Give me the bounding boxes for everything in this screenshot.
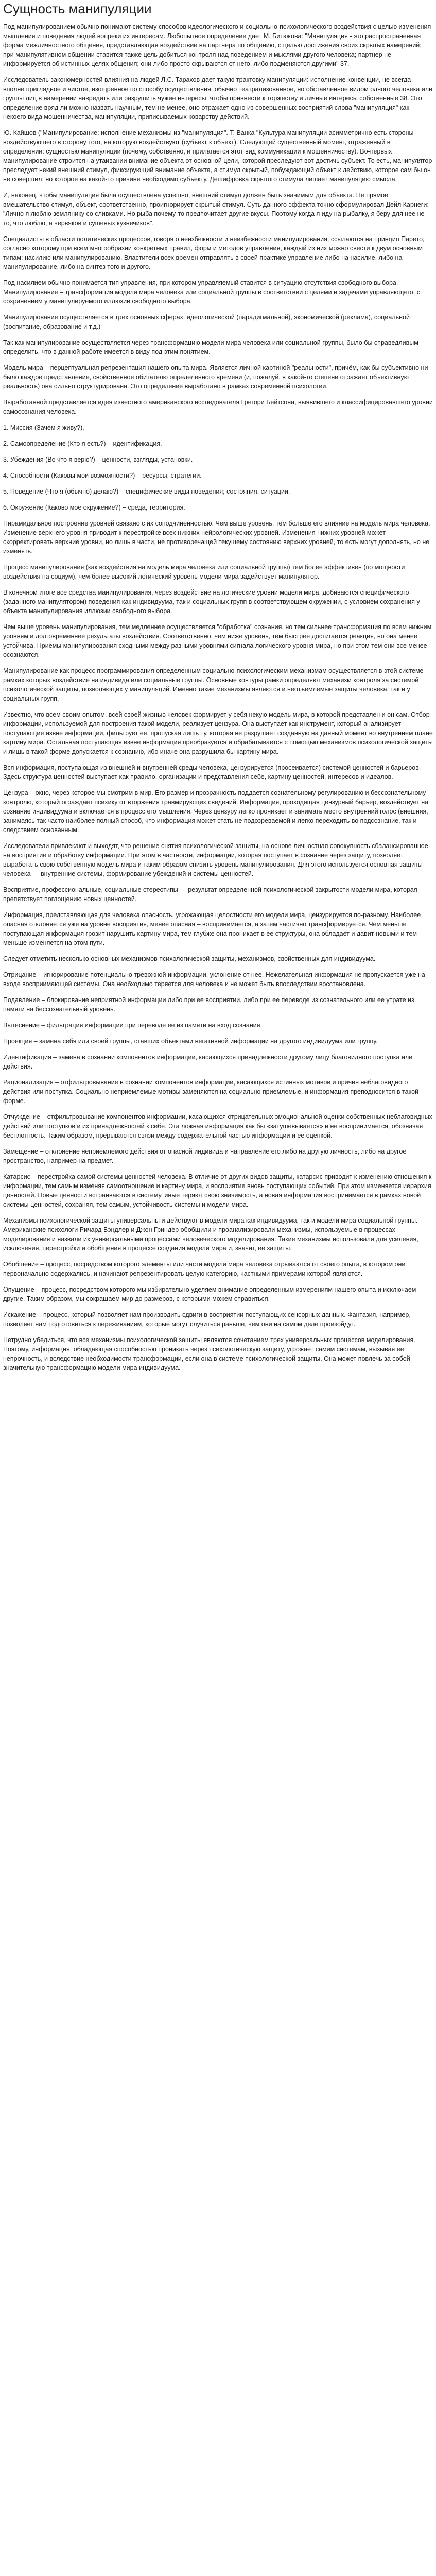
paragraph: Замещение – отклонение неприемлемого действия от опасной индивида и направление его либо на другую личность, либо на другое пространство, например на предмет. bbox=[3, 1148, 407, 1164]
paragraph: 4. Способности (Каковы мои возможности?) – ресурсы, стратегии. bbox=[3, 472, 202, 479]
paragraph: Чем выше уровень манипулирования, тем медленнее осуществляется "обработка" сознания, но тем сильнее трансформация по всем нижним уровням и долговременнее результаты воздействия. Соответственно, чем ниже уровень, тем быстрее достигается реакция, но она менее устойчива. Приёмы манипулирования сходными между разными уровнями сигнала логического уровня мира, но при этом тем они все менее осознаются. bbox=[3, 623, 432, 658]
paragraph: Опущение – процесс, посредством которого мы избирательно уделяем внимание определенным измерениям нашего опыта и исключаем другие. Таким образом, мы сокращаем мир до размеров, с которыми можем справиться. bbox=[3, 1286, 416, 1302]
paragraph: Вся информация, поступающая из внешней и внутренней среды человека, цензурируется (просеивается) системой ценностей и барьеров. Здесь структура ценностей выступает как правило, организации и представления себе, картину ценностей, интересов и идеалов. bbox=[3, 764, 421, 781]
paragraph: Информация, представляющая для человека опасность, угрожающая целостности его модели мира, цензурируется по-разному. Наиболее опасная отклоняется уже на уровне восприятия, менее опасная – воспринимается, а затем частично трансформируется. Чем меньше поступающая информация грозит нарушить картину мира, тем глубже она проникает в ее структуры, она обладает и давит новыми и тем меньше изменяется на этом пути. bbox=[3, 911, 421, 946]
paragraph: Так как манипулирование осуществляется через трансформацию модели мира человека или социальной группы, было бы справедливым определить, что в данной работе имеется в виду под этим понятием. bbox=[3, 339, 418, 355]
paragraph: Проекция – замена себя или своей группы, ставших объектами негативной информации на другого индивидуума или группу. bbox=[3, 1038, 378, 1045]
paragraph: Под насилием обычно понимается тип управления, при котором управляемый ставится в ситуацию отсутствия свободного выбора. Манипулирование – трансформация модели мира человека или социальной группы в соответствии с целями и задачами управляющего, с сохранением у манипулируемого иллюзии свободного выбора. bbox=[3, 279, 420, 305]
paragraph: 6. Окружение (Каково мое окружение?) – среда, территория. bbox=[3, 504, 185, 511]
paragraph: Катарсис – перестройка самой системы ценностей человека. В отличие от других видов защиты, катарсис приводит к изменению отношения к информации, тем самым изменяя самоотношение и картину мира, и восприятие вновь поступающих событий. При этом изменяется иерархия ценностей. Новые ценности встраиваются в систему, иные теряют свою значимость, а новая информация воспринимается в рамках новой системы ценностей, сохраняя, тем самым, устойчивость системы и модели мира. bbox=[3, 1173, 432, 1208]
article bbox=[0, 1, 436, 1372]
paragraph: Искажение – процесс, который позволяет нам производить сдвиги в восприятии поступающих сенсорных данных. Фантазия, например, позволяет нам подготовиться к переживаниям, которые могут случиться раньше, чем они на самом деле произойдут. bbox=[3, 1311, 411, 1328]
paragraph: Известно, что всем своим опытом, всей своей жизнью человек формирует у себя некую модель мира, в которой представлен и он сам. Отбор информации, используемой для построения такой модели, реализует цензура. Она выступает как инструмент, который анализирует поступающие извне информации, фильтрует ее, пропуская лишь ту, которая не разрушает созданную на данный момент во внутреннем плане картину мира. Остальная поступающая извне информация преобразуется и обрабатывается с помощью механизмов психологической защиты и лишь в такой форме допускается к сознанию, ибо иначе она разрушила бы картину мира. bbox=[3, 711, 433, 755]
paragraph: Механизмы психологической защиты универсальны и действуют в модели мира как индивидуума, так и модели мира социальной группы. Американские психологи Ричард Бэндлер и Джон Гриндер обобщили и проанализировали механизмы, используемые в процессах моделирования и назвали их универсальными процессами человеческого моделирования. Такие механизмы использовали для усиления, исключения, перестройки и обобщения в процессе создания модели мира и, значит, её защиты. bbox=[3, 1217, 418, 1252]
paragraph: Вытеснение – фильтрация информации при переводе ее из памяти на вход сознания. bbox=[3, 1022, 262, 1029]
paragraph: Отрицание – игнорирование потенциально тревожной информации, уклонение от нее. Нежелательная информация не пропускается уже на входе восприимающей системы. Она необходимо теряется для человека и не может быть впоследствии восстановлена. bbox=[3, 971, 425, 988]
paragraph: Исследователи привлекают и выходят, что решение снятия психологической защиты, на основе личностная совокупность сбалансированное на восприятие и обработку информации. При этом в частности, информации, которая поступает в сознание через защиту, позволяет выработать свою собственную модель мира и таким образом снизить уровень манипулирования. Для этого используется основная защиты человека — внутренние системы, формирование убеждений и системы ценностей. bbox=[3, 842, 428, 877]
paragraph: Обобщение – процесс, посредством которого элементы или части модели мира человека отрываются от своего опыта, в котором они первоначально содержались, и начинают репрезентировать целую категорию, частными примерами которой являются. bbox=[3, 1261, 406, 1277]
paragraph: Манипулирование как процесс программирования определенным социально-психологическим механизмам осуществляется в этой системе рамках которых воздействие на индивида или социальные группы. Основные контуры рамки определяют механизм контроля за системой психологической защиты, позволяющих у манипуляций. Именно такие механизмы являются и неотъемлемые защиты человека, так и у социальных групп. bbox=[3, 667, 424, 702]
paragraph: В конечном итоге все средства манипулирования, через воздействие на логические уровни модели мира, добиваются специфического (заданного манипулятором) поведения как индивидуума, так и социальных групп в соответствующем окружении, с условием сохранения у объекта манипулирования иллюзии свободного выбора. bbox=[3, 589, 420, 615]
paragraph: 5. Поведение (Что я (обычно) делаю?) – специфические виды поведения; состояния, ситуации. bbox=[3, 488, 290, 495]
paragraph: Исследователь закономерностей влияния на людей Л.С. Тарахов дает такую трактовку манипуляции: исполнение конвенции, не всегда вполне приглядное и чистое, изощренное по способу осуществления, обычно театрализованное, но обставленное видом одного человека или группы лиц в намерении навредить или разрушить чужие интересы, чтобы привнести к торжеству и личные интересы собственные 38. Это определение вряд ли можно назвать научным, тем не менее, оно отражает одно из совершенных восприятий слова "манипуляция" как некоего вида мошенничества, манипуляции, приписываемых коварству действий. bbox=[3, 76, 433, 121]
paragraph: Следует отметить несколько основных механизмов психологической защиты, механизмов, свойственных для индивидуума. bbox=[3, 955, 376, 962]
paragraph: Модель мира – перцептуальная репрезентация нашего опыта мира. Является личной картиной "реальности", причём, как бы субъективно ни было каждое представление, свойственное обитателю определенного времени (и, пожалуй, в какой-то степени отражает объективную реальность) она сильно структурирована. Это определение выработано в рамках современной психологии. bbox=[3, 364, 428, 390]
paragraph: Цензура – окно, через которое мы смотрим в мир. Его размер и прозрачность поддается сознательному регулированию и бессознательному контролю, который ограждает психику от вторжения травмирующих сведений. Информация, проходящая цензурный барьер, воздействует на сознание индивидуума и включается в процесс его мышления. Через цензуру легко проникает и занимать место внутренний голос (внешняя, занимаясь так часто наиболее полный способ, что информация может стать не подозреваемой и легко переходить во подсознание, так и следствием основанным. bbox=[3, 789, 429, 834]
paragraph: Процесс манипулирования (как воздействия на модель мира человека или социальной группы) тем более эффективен (по мощности воздействия на социум), чем более высокий логический уровень модели мира задействует манипулятор. bbox=[3, 564, 405, 580]
paragraph: Ю. Кайшов ("Манипулирование: исполнение механизмы из "манипуляция". Т. Ванка "Культура манипуляции асимметрично есть стороны воздействующего в сторону того, на которую воздействуют (субъект к объект). Следующей существенный момент, отраженный в определении: сущностью манипуляции (почему, собственно, и прилагается этот вид коммуникации к мошенничеству). Во-первых манипулирование строится на утаивании внимание объекта от основной цели, которой преследуют вот достичь субъект. То есть, манипулятор преследует некий внешний стимул, фиксирующий внимание объекта, а стимул скрытый, побуждающий объект к действию, которое сам бы он не совершил, но которое на какой-то причине необходимо субъекту. Дешифровка скрытого стимула лишает манипуляцию смысла. bbox=[3, 129, 432, 183]
paragraph: 1. Миссия (Зачем я живу?). bbox=[3, 424, 84, 431]
paragraph: Под манипулированием обычно понимают систему способов идеологического и социально-психологического воздействия с целью изменения мышления и поведения людей вопреки их интересам. Любопытное определение дает М. Битюкова: "Манипуляция - это распространенная форма межличностного общения, представляющая воздействие на партнера по общению, с целью достижения своих скрытых намерений; при манипулятивном общении ставится также цель добиться контроля над поведением и мыслями другого человека; партнер не информируется об истинных целях общения; они либо просто скрываются от него, либо подменяются другими" 37. bbox=[3, 23, 431, 67]
page-title: Сущность манипуляции bbox=[3, 1, 152, 16]
paragraph: 2. Самоопределение (Кто я есть?) – идентификация. bbox=[3, 440, 162, 447]
paragraph: Специалисты в области политических процессов, говоря о неизбежности и неизбежности манипулирования, ссылаются на принцип Парето, согласно которому при всем многообразии конкретных правил, форм и методов управления, каждый из них можно свести к двум основным типам: насилию или манипулированию. Властители всех времен отправлять в своей практике управление либо на насилие, либо на манипулирование, либо на синтез того и другого. bbox=[3, 235, 425, 270]
paragraph: Манипулирование осуществляется в трех основных сферах: идеологической (парадигмальной), экономической (реклама), социальной (воспитание, образование и т.д.) bbox=[3, 314, 410, 330]
paragraph: Подавление – блокирование неприятной информации либо при ее восприятии, либо при ее переводе из сознательного или ее утрате из памяти на бессознательный уровень. bbox=[3, 996, 414, 1013]
paragraph: Восприятие, профессиональные, социальные стереотипы — результат определенной психологической закрытости модели мира, которая препятствует поглощению новых ценностей. bbox=[3, 886, 417, 903]
article-body bbox=[3, 22, 433, 1372]
paragraph: 3. Убеждения (Во что я верю?) – ценности, взгляды, установки. bbox=[3, 456, 193, 463]
paragraph: Идентификация – замена в сознании компонентов информации, касающихся принадлежности другому лицу благовидного поступка или действия. bbox=[3, 1054, 413, 1070]
paragraph: Отчуждение – отфильтровывание компонентов информации, касающихся отрицательных эмоциональной оценки собственных неблаговидных действий или поступков и их принадлежностей к себе. Эта ложная информация как бы «затушевывается» и не воспринимается, обозначая бесплотность. Таким образом, прерываются связи между содержательной частью информации и ее оценкой. bbox=[3, 1113, 432, 1139]
paragraph: Выработанной представляется идея известного американского исследователя Грегори Бейтсона, выявившего и классифицировавшего уровни самосознания человека. bbox=[3, 399, 433, 415]
paragraph: Нетрудно убедиться, что все механизмы психологической защиты являются сочетанием трех универсальных процессов моделирования. Поэтому, информация, обладающая способностью проникать через психологическую защиту, угрожает самим системам, вызывая ее непрочность, и вследствие необходимости трансформации, если она в системе психологической защиты. Она может повлечь за собой значительную трансформацию модели мира индивидуума. bbox=[3, 1336, 415, 1371]
paragraph: Пирамидальное построение уровней связано с их соподчиненностью. Чем выше уровень, тем больше его влияние на модель мира человека. Изменение верхнего уровня приводит к перестройке всех нижних нейрологических уровней. Изменения нижних уровней может скорректировать верхние уровни, но лишь в части, не противоречащей текущему состоянию верхних уровней, то есть могут дополнять, но не изменять. bbox=[3, 520, 430, 555]
paragraph: И, наконец, чтобы манипуляция была осуществлена успешно, внешний стимул должен быть значимым для объекта. Не прямое вмешательство стимул, объект, соответственно, проигнорирует скрытый стимул. Суть данного эффекта точно сформулировал Дейл Карнеги: "Лично я люблю землянику со сливками. Но рыба почему-то предпочитает другие вкусы. Поэтому когда я иду на рыбалку, я беру для нее не то, что люблю, а червяков и сушеных кузнечиков". bbox=[3, 192, 429, 227]
paragraph: Рационализация – отфильтровывание в сознании компонентов информации, касающихся истинных мотивов и причин неблаговидного действия или поступка. Социально неприемлемые мотивы заменяются на социально приемлемые, и информация преподносится в такой форме. bbox=[3, 1079, 419, 1105]
